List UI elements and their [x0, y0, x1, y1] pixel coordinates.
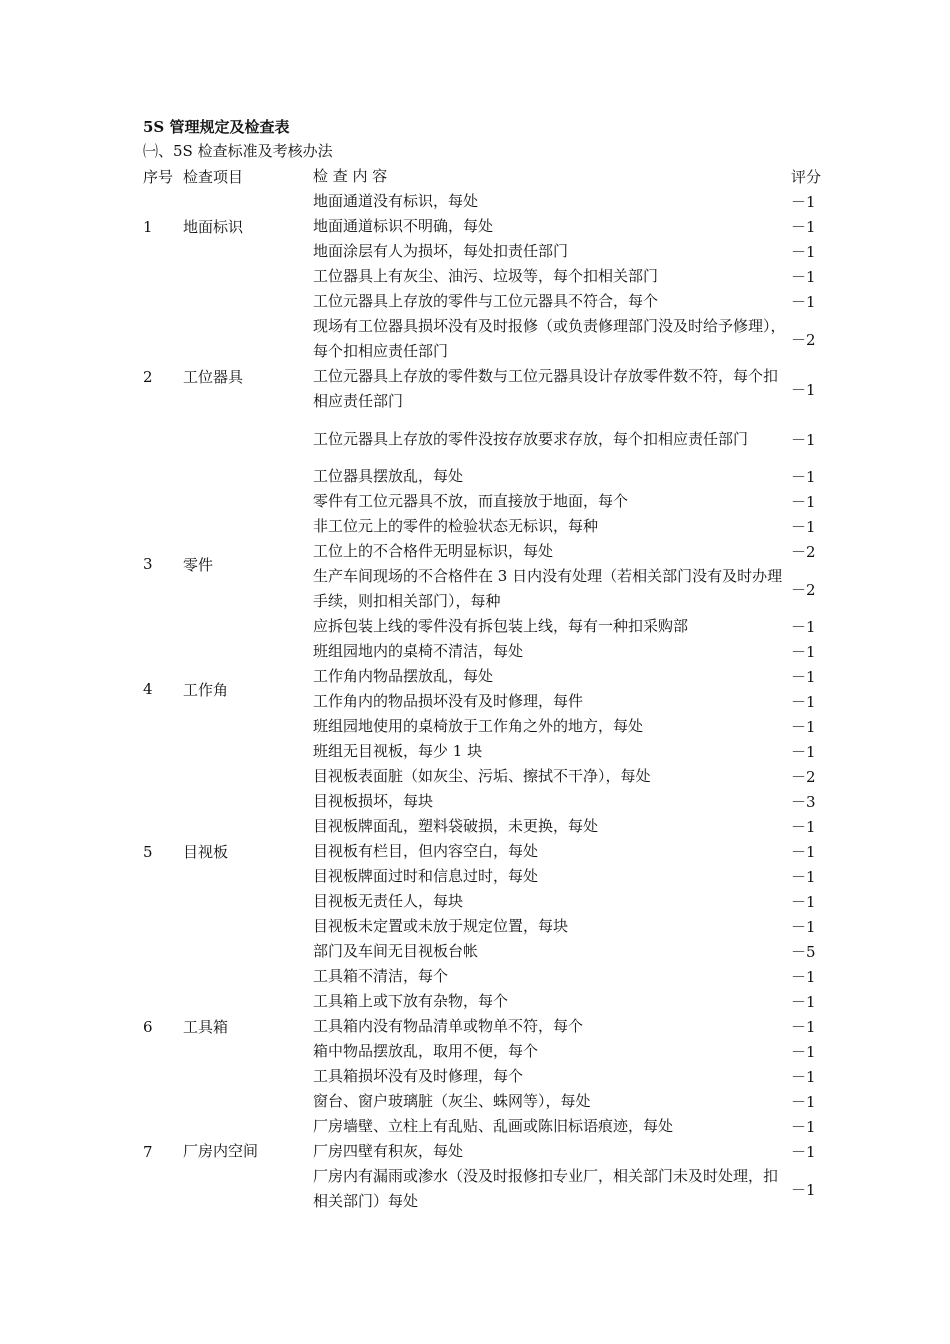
row-content: 地面通道标识不明确，每处: [313, 217, 494, 235]
table-row: [141, 189, 831, 214]
row-content: 目视板未定置或未放于规定位置，每块: [313, 917, 569, 935]
group-number: 6: [143, 1017, 153, 1036]
row-score: －1: [791, 718, 816, 736]
row-score: －1: [791, 993, 816, 1011]
row-content: 厂房四壁有积灰，每处: [313, 1142, 464, 1160]
row-content: 工位器具摆放乱，每处: [313, 467, 464, 485]
row-score: －1: [791, 693, 816, 711]
group-number: 4: [143, 680, 153, 698]
row-content: 窗台、窗户玻璃脏（灰尘、蛛网等），每处: [313, 1092, 591, 1110]
row-score: －1: [791, 1043, 816, 1061]
group-item: 零件: [183, 555, 214, 574]
row-content: 班组园地使用的桌椅放于工作角之外的地方，每处: [313, 717, 644, 735]
row-score: －1: [791, 1093, 816, 1111]
group-item: 厂房内空间: [183, 1142, 259, 1160]
row-content: 目视板损坏，每块: [313, 792, 434, 810]
group-number: 5: [143, 842, 153, 861]
row-score: －1: [791, 243, 816, 261]
header-no: 序号: [143, 168, 174, 186]
row-content: 工具箱不清洁，每个: [313, 967, 449, 985]
row-content: 厂房墙壁、立柱上有乱贴、乱画或陈旧标语痕迹，每处: [313, 1117, 674, 1135]
row-score: －2: [791, 330, 816, 349]
row-score: －1: [791, 1143, 816, 1161]
row-content: 工位元器具上存放的零件数与工位元器具设计存放零件数不符，每个扣相应责任部门: [313, 367, 779, 410]
row-score: －1: [791, 468, 816, 486]
row-content: 地面通道没有标识，每处: [313, 192, 479, 210]
table-row: [141, 264, 831, 289]
row-score: －1: [791, 193, 816, 211]
row-content: 现场有工位器具损坏没有及时报修（或负责修理部门没及时给予修理），每个扣相应责任部门: [313, 317, 786, 360]
row-score: －1: [791, 893, 816, 911]
row-content: 工作角内的物品损坏没有及时修理，每件: [313, 692, 584, 710]
row-score: －1: [791, 1018, 816, 1036]
group-number: 2: [143, 367, 153, 386]
group-number: 1: [143, 217, 153, 236]
row-content: 目视板无责任人，每块: [313, 892, 464, 910]
row-content: 生产车间现场的不合格件在 3 日内没有处理（若相关部门没有及时办理手续，则扣相关部门），每种: [313, 567, 783, 610]
group-item: 地面标识: [183, 218, 244, 236]
row-score: －5: [791, 943, 816, 961]
row-content: 目视板有栏目，但内容空白，每处: [313, 842, 539, 860]
row-content: 工作角内物品摆放乱，每处: [313, 667, 494, 685]
row-score: －1: [791, 743, 816, 761]
row-content: 部门及车间无目视板台帐: [313, 942, 479, 960]
row-content: 目视板牌面乱，塑料袋破损，未更换，每处: [313, 817, 599, 835]
row-content: 工位器具上有灰尘、油污、垃圾等，每个扣相关部门: [313, 267, 659, 285]
row-content: 零件有工位元器具不放，而直接放于地面，每个: [313, 492, 629, 510]
group-item: 工位器具: [183, 368, 244, 386]
row-score: －1: [791, 1068, 816, 1086]
row-content: 工具箱上或下放有杂物，每个: [313, 992, 509, 1010]
row-content: 目视板牌面过时和信息过时，每处: [313, 867, 539, 885]
row-content: 班组无目视板，每少 1 块: [313, 742, 483, 760]
row-content: 非工位元上的零件的检验状态无标识，每种: [313, 517, 599, 535]
row-score: －1: [791, 493, 816, 511]
row-score: －1: [791, 518, 816, 536]
row-score: －1: [791, 643, 816, 661]
inspection-table: [141, 164, 831, 1214]
row-score: －1: [791, 818, 816, 836]
table-row: [141, 489, 831, 514]
row-score: －1: [791, 618, 816, 636]
row-content: 地面涂层有人为损坏，每处扣责任部门: [313, 242, 569, 260]
section-subtitle: ㈠、5S 检查标准及考核办法: [143, 142, 333, 160]
row-score: －3: [791, 793, 816, 811]
table-row: [141, 739, 831, 764]
row-content: 工位上的不合格件无明显标识，每处: [313, 542, 554, 560]
row-score: －1: [791, 1180, 816, 1199]
group-number: 7: [143, 1142, 153, 1161]
header-content: 检 查 内 容: [313, 167, 388, 185]
row-content: 工位元器具上存放的零件没按存放要求存放，每个扣相应责任部门: [313, 429, 749, 448]
table-row: [141, 639, 831, 664]
group-number: 3: [143, 555, 153, 573]
row-score: －2: [791, 543, 816, 561]
row-content: 工位元器具上存放的零件与工位元器具不符合，每个: [313, 292, 659, 310]
group-item: 工作角: [183, 680, 229, 699]
row-content: 工具箱损坏没有及时修理，每个: [313, 1067, 524, 1085]
table-row: [141, 964, 831, 989]
row-score: －1: [791, 843, 816, 861]
row-score: －1: [791, 918, 816, 936]
table-header-row: [141, 164, 831, 189]
row-score: －1: [791, 1118, 816, 1136]
header-item: 检查项目: [183, 168, 244, 186]
row-score: －1: [791, 268, 816, 286]
row-score: －2: [791, 580, 816, 599]
header-score: 评分: [791, 168, 822, 186]
group-item: 目视板: [183, 843, 229, 861]
row-content: 厂房内有漏雨或渗水（没及时报修扣专业厂，相关部门未及时处理，扣相关部门）每处: [313, 1167, 779, 1210]
table-row: [141, 1089, 831, 1114]
row-content: 工具箱内没有物品清单或物单不符，每个: [313, 1017, 584, 1035]
row-score: －1: [791, 868, 816, 886]
row-content: 箱中物品摆放乱，取用不便，每个: [313, 1042, 539, 1060]
row-score: －1: [791, 430, 816, 449]
group-item: 工具箱: [183, 1018, 229, 1036]
row-score: －1: [791, 218, 816, 236]
row-score: －2: [791, 768, 816, 786]
row-score: －1: [791, 380, 816, 399]
row-score: －1: [791, 968, 816, 986]
row-score: －1: [791, 293, 816, 311]
row-content: 目视板表面脏（如灰尘、污垢、擦拭不干净），每处: [313, 767, 651, 785]
row-content: 应拆包装上线的零件没有拆包装上线，每有一种扣采购部: [313, 617, 689, 635]
row-score: －1: [791, 668, 816, 686]
document-title: 5S 管理规定及检查表: [143, 118, 290, 136]
row-content: 班组园地内的桌椅不清洁，每处: [313, 642, 524, 660]
